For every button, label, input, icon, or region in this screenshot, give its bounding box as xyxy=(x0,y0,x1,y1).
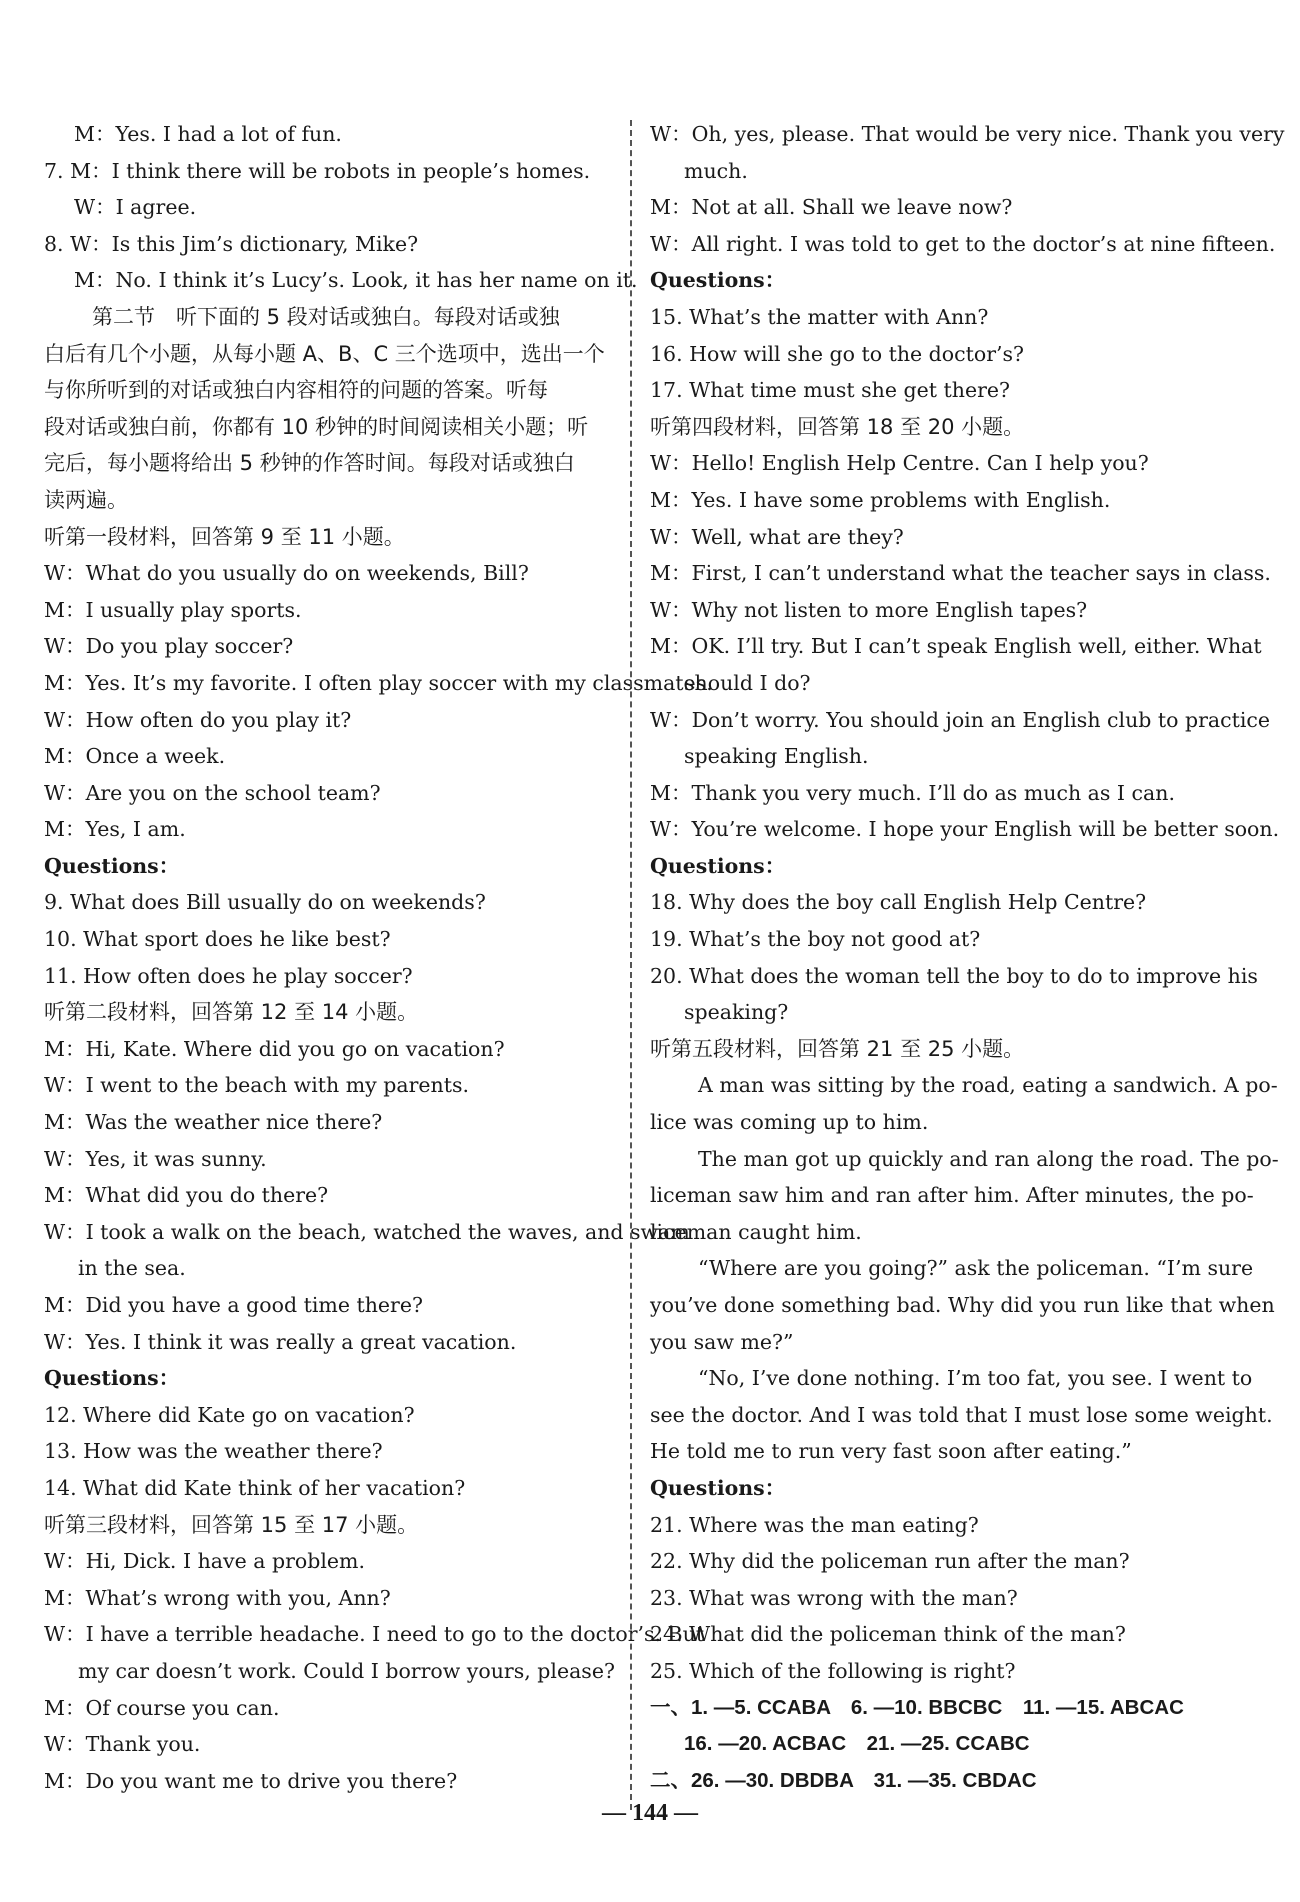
text-line: liceman saw him and ran after him. After minutes, the po- xyxy=(650,1183,1254,1208)
text-line: M：Did you have a good time there? xyxy=(44,1293,423,1317)
column-divider xyxy=(630,120,632,1810)
text-line: 23. What was wrong with the man? xyxy=(650,1585,1018,1610)
text-line: 与你所听到的对话或独白内容相符的问题的答案。听每 xyxy=(44,378,548,403)
text-line: M：First, I can’t understand what the teacher says in class. xyxy=(650,561,1271,586)
text-line: M：No. I think it’s Lucy’s. Look, it has her name on it. xyxy=(74,268,638,293)
text-line: M：Yes. It’s my favorite. I often play soccer with my classmates. xyxy=(44,670,713,695)
text-line: M：What’s wrong with you, Ann? xyxy=(44,1585,391,1610)
text-line: W：I took a walk on the beach, watched the waves, and swam xyxy=(44,1219,690,1244)
right-column xyxy=(650,116,1285,1799)
text-line: 16. —20. ACBAC 21. —25. CCABC xyxy=(684,1732,1030,1756)
text-line: 听第一段材料，回答第 9 至 11 小题。 xyxy=(44,524,405,549)
text-line: M：Yes, I am. xyxy=(44,817,186,842)
text-line: A man was sitting by the road, eating a sandwich. A po- xyxy=(698,1073,1278,1098)
text-line: 段对话或独白前，你都有 10 秒钟的时间阅读相关小题；听 xyxy=(44,414,589,439)
text-line: M：Thank you very much. I’ll do as much as I can. xyxy=(650,780,1175,805)
text-line: speaking? xyxy=(684,1000,789,1025)
text-line: 10. What sport does he like best? xyxy=(44,927,391,952)
text-line: M：Yes. I had a lot of fun. xyxy=(74,122,342,146)
text-line: W：Are you on the school team? xyxy=(44,780,381,805)
text-line: 白后有几个小题，从每小题 A、B、C 三个选项中，选出一个 xyxy=(44,341,605,366)
text-line: M：Not at all. Shall we leave now? xyxy=(650,195,1013,220)
text-line: 听第二段材料，回答第 12 至 14 小题。 xyxy=(44,1000,419,1025)
text-line: 15. What’s the matter with Ann? xyxy=(650,304,989,329)
text-line: you saw me?” xyxy=(650,1329,794,1354)
text-line: 听第四段材料，回答第 18 至 20 小题。 xyxy=(650,414,1025,439)
text-line: M：Of course you can. xyxy=(44,1695,280,1720)
text-line: see the doctor. And I was told that I must lose some weight. xyxy=(650,1402,1273,1427)
text-line: W：I agree. xyxy=(74,195,197,220)
text-line: W：I have a terrible headache. I need to go to the doctor’s. But xyxy=(44,1622,705,1647)
page-number: — 144 — xyxy=(602,1800,698,1826)
text-line: 21. Where was the man eating? xyxy=(650,1512,979,1537)
text-line: 听第五段材料，回答第 21 至 25 小题。 xyxy=(650,1036,1025,1061)
text-line: in the sea. xyxy=(78,1256,186,1281)
text-line: Questions： xyxy=(44,1366,180,1391)
text-line: M：Hi, Kate. Where did you go on vacation? xyxy=(44,1036,505,1061)
text-line: lice was coming up to him. xyxy=(650,1110,929,1135)
text-line: 18. Why does the boy call English Help Centre? xyxy=(650,890,1147,915)
text-line: 22. Why did the policeman run after the man? xyxy=(650,1549,1130,1574)
text-line: 7. M：I think there will be robots in people’s homes. xyxy=(44,158,591,183)
text-line: W：Hello! English Help Centre. Can I help you? xyxy=(650,451,1149,476)
text-line: M：Once a week. xyxy=(44,744,226,769)
text-line: 25. Which of the following is right? xyxy=(650,1658,1016,1683)
text-line: 11. How often does he play soccer? xyxy=(44,963,413,988)
text-line: M：Was the weather nice there? xyxy=(44,1110,383,1135)
text-line: 听第三段材料，回答第 15 至 17 小题。 xyxy=(44,1512,419,1537)
left-column xyxy=(44,116,713,1799)
text-line: W：Well, what are they? xyxy=(650,524,904,549)
text-line: W：What do you usually do on weekends, Bill? xyxy=(44,561,529,586)
text-line: 14. What did Kate think of her vacation? xyxy=(44,1475,466,1500)
text-line: He told me to run very fast soon after eating.” xyxy=(650,1439,1132,1464)
text-line: my car doesn’t work. Could I borrow yours, please? xyxy=(78,1658,615,1683)
text-line: M：I usually play sports. xyxy=(44,597,302,622)
text-line: M：What did you do there? xyxy=(44,1183,329,1208)
text-line: W：Do you play soccer? xyxy=(44,634,294,659)
text-line: 19. What’s the boy not good at? xyxy=(650,927,981,952)
text-line: liceman caught him. xyxy=(650,1219,862,1244)
text-line: W：You’re welcome. I hope your English will be better soon. xyxy=(650,817,1280,842)
text-line: 一、1. —5. CCABA 6. —10. BBCBC 11. —15. ABCAC xyxy=(650,1695,1184,1719)
text-line: 16. How will she go to the doctor’s? xyxy=(650,341,1025,366)
text-line: 20. What does the woman tell the boy to do to improve his xyxy=(650,963,1258,988)
text-line: Questions： xyxy=(650,853,786,878)
text-line: 二、26. —30. DBDBA 31. —35. CBDAC xyxy=(650,1768,1037,1792)
text-line: 8. W：Is this Jim’s dictionary, Mike? xyxy=(44,231,419,256)
text-line: W：Don’t worry. You should join an English club to practice xyxy=(650,707,1271,732)
text-line: W：All right. I was told to get to the doctor’s at nine fifteen. xyxy=(650,231,1276,256)
text-line: 完后，每小题将给出 5 秒钟的作答时间。每段对话或独白 xyxy=(44,451,575,476)
text-line: 17. What time must she get there? xyxy=(650,378,1011,403)
text-line: W：Yes. I think it was really a great vacation. xyxy=(44,1329,517,1354)
text-line: The man got up quickly and ran along the road. The po- xyxy=(698,1146,1279,1171)
text-line: Questions： xyxy=(44,853,180,878)
text-line: 12. Where did Kate go on vacation? xyxy=(44,1402,415,1427)
text-line: W：Hi, Dick. I have a problem. xyxy=(44,1549,366,1574)
text-line: W：I went to the beach with my parents. xyxy=(44,1073,470,1098)
text-line: speaking English. xyxy=(684,744,869,769)
text-line: W：How often do you play it? xyxy=(44,707,352,732)
text-line: 读两遍。 xyxy=(44,487,128,512)
text-line: Questions： xyxy=(650,1475,786,1500)
text-line: you’ve done something bad. Why did you run like that when xyxy=(650,1293,1275,1317)
text-line: 13. How was the weather there? xyxy=(44,1439,383,1464)
text-line: 24. What did the policeman think of the man? xyxy=(650,1622,1126,1647)
text-line: W：Yes, it was sunny. xyxy=(44,1146,267,1171)
text-line: M：OK. I’ll try. But I can’t speak English well, either. What xyxy=(650,634,1262,659)
text-line: M：Yes. I have some problems with English. xyxy=(650,487,1111,512)
text-line: W：Why not listen to more English tapes? xyxy=(650,597,1088,622)
text-line: W：Thank you. xyxy=(44,1732,201,1757)
text-line: 第二节 听下面的 5 段对话或独白。每段对话或独 xyxy=(92,304,560,329)
text-line: should I do? xyxy=(684,670,811,695)
text-line: much. xyxy=(684,158,748,183)
text-line: “No, I’ve done nothing. I’m too fat, you see. I went to xyxy=(698,1366,1253,1391)
text-line: M：Do you want me to drive you there? xyxy=(44,1768,458,1793)
text-line: Questions： xyxy=(650,268,786,293)
text-line: “Where are you going?” ask the policeman. “I’m sure xyxy=(698,1256,1254,1281)
text-line: 9. What does Bill usually do on weekends? xyxy=(44,890,486,915)
text-line: W：Oh, yes, please. That would be very nice. Thank you very xyxy=(650,122,1285,146)
